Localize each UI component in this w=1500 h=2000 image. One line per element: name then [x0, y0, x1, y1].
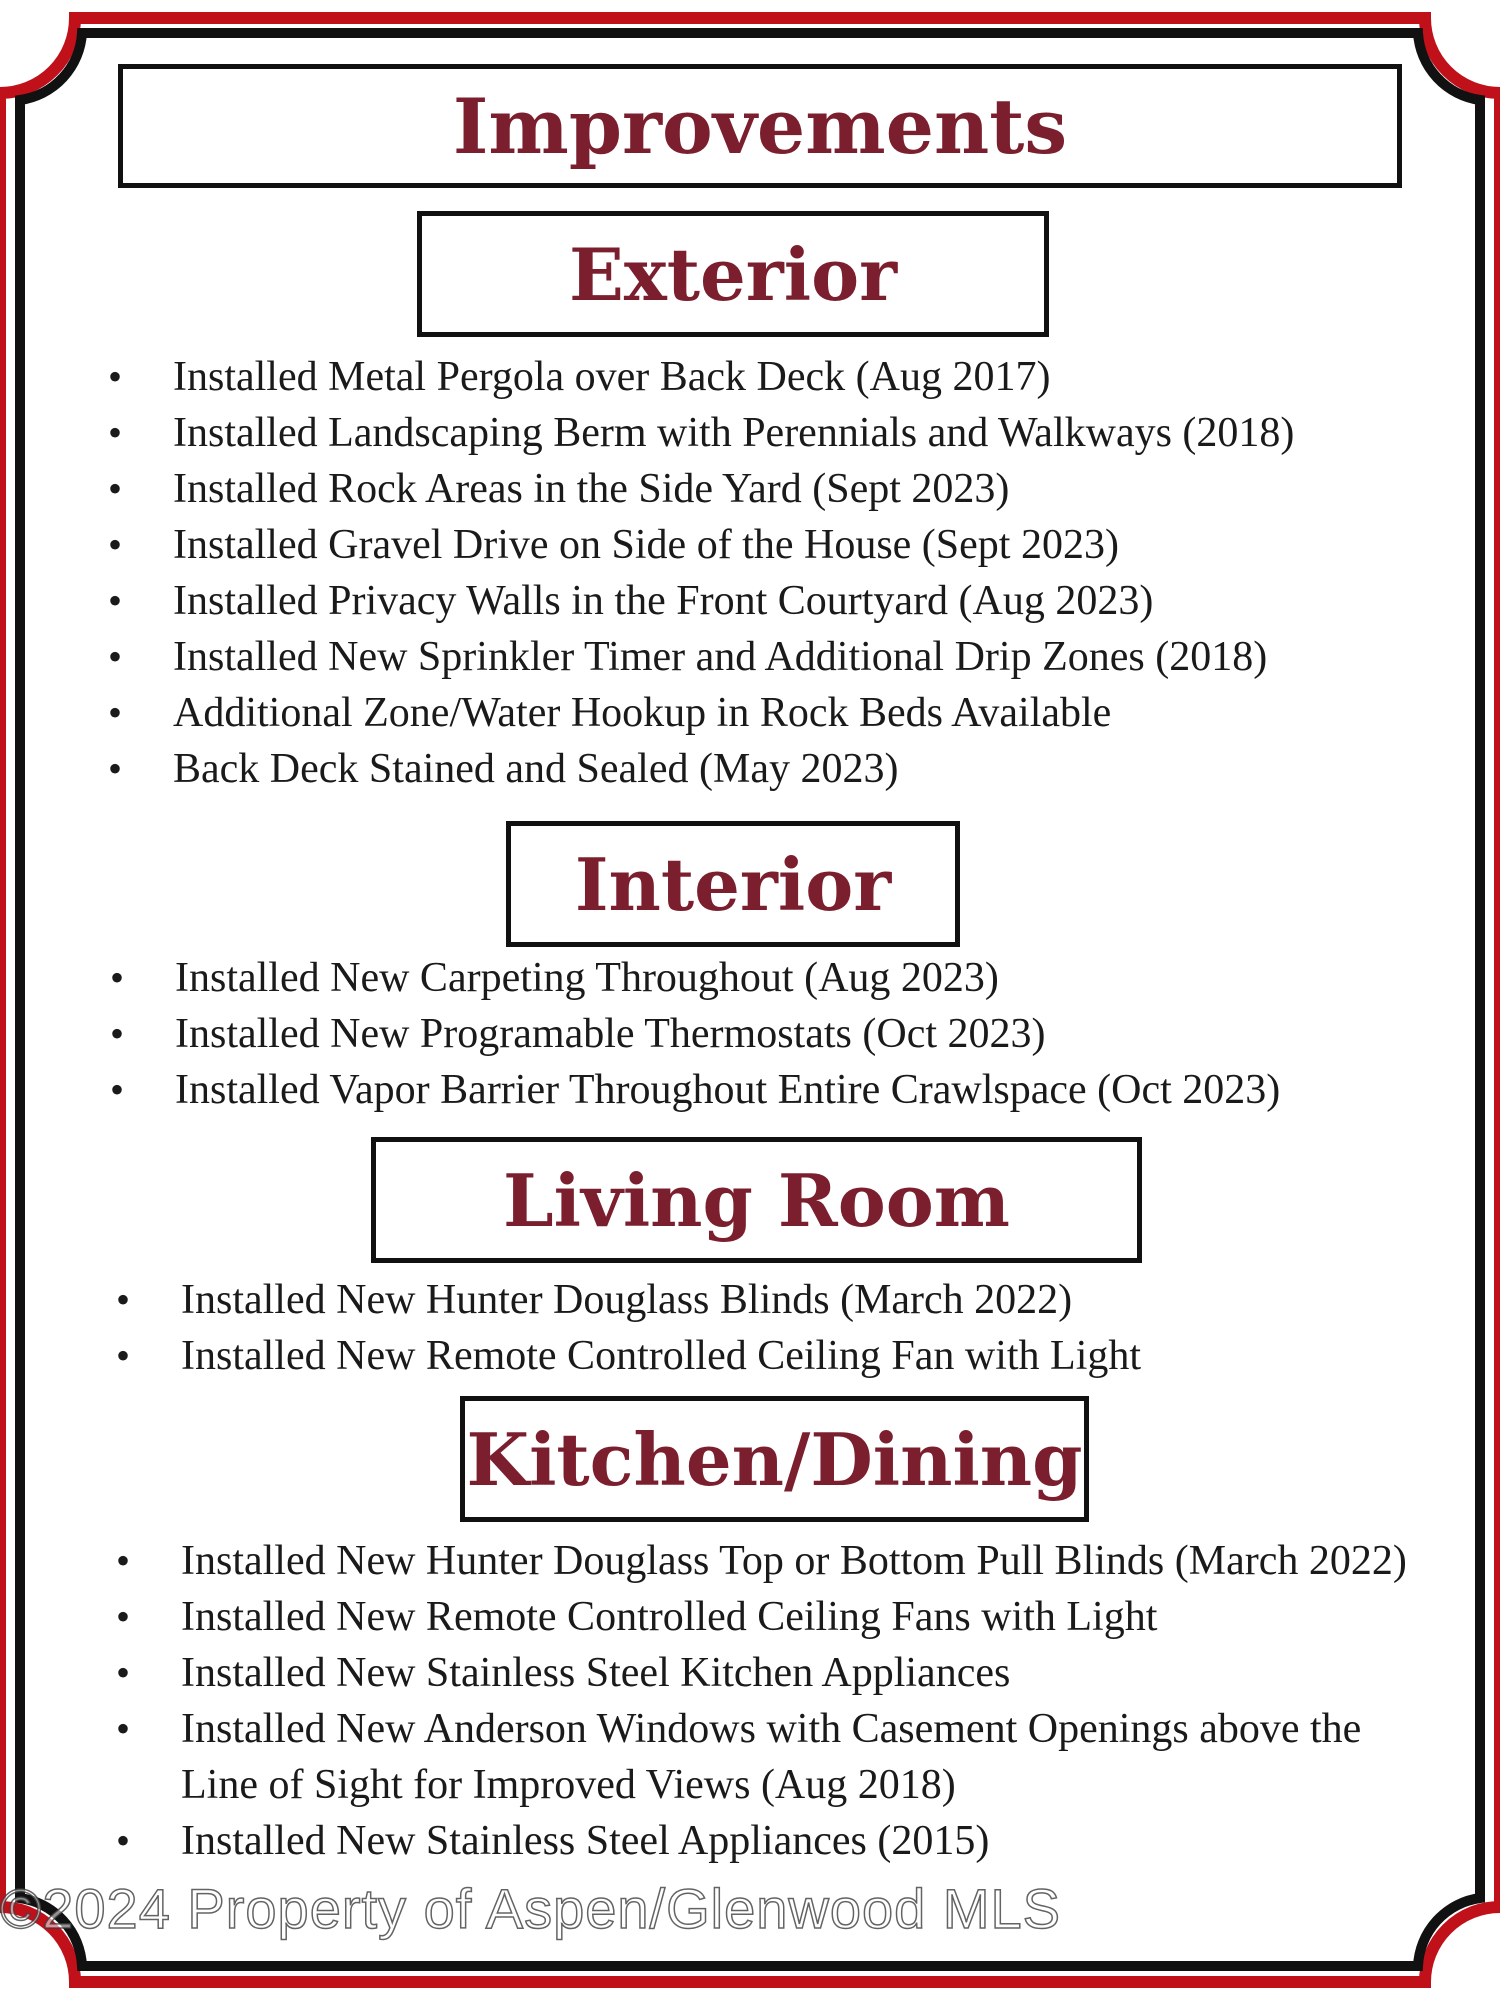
list-item: • Installed New Remote Controlled Ceiling Fan with Light [116, 1328, 1456, 1384]
section-heading-exterior: Exterior [417, 211, 1049, 337]
list-item: • Installed Landscaping Berm with Perennials and Walkways (2018) [108, 405, 1448, 461]
page-title: Improvements [118, 64, 1402, 188]
list-item: • Installed Rock Areas in the Side Yard (Sept 2023) [108, 461, 1448, 517]
list-item: • Installed New Sprinkler Timer and Additional Drip Zones (2018) [108, 629, 1448, 685]
list-item: • Installed Metal Pergola over Back Deck (Aug 2017) [108, 349, 1448, 405]
exterior-list [108, 349, 1448, 797]
section-heading-kitchen-dining: Kitchen/Dining [460, 1396, 1089, 1522]
list-item: • Installed Vapor Barrier Throughout Entire Crawlspace (Oct 2023) [110, 1062, 1450, 1118]
list-item: • Installed New Stainless Steel Kitchen Appliances [116, 1645, 1436, 1701]
list-item: • Installed New Anderson Windows with Casement Openings above the Line of Sight for Improved Views (Aug 2018) [116, 1701, 1436, 1813]
list-item: • Installed New Carpeting Throughout (Aug 2023) [110, 950, 1450, 1006]
list-item: • Installed Privacy Walls in the Front Courtyard (Aug 2023) [108, 573, 1448, 629]
list-item: • Installed New Hunter Douglass Top or Bottom Pull Blinds (March 2022) [116, 1533, 1436, 1589]
list-item: • Installed New Remote Controlled Ceiling Fans with Light [116, 1589, 1436, 1645]
list-item: • Installed New Stainless Steel Appliances (2015) [116, 1813, 1436, 1869]
list-item: • Installed New Programable Thermostats (Oct 2023) [110, 1006, 1450, 1062]
section-heading-living-room: Living Room [371, 1137, 1142, 1263]
list-item: • Back Deck Stained and Sealed (May 2023) [108, 741, 1448, 797]
watermark: ©2024 Property of Aspen/Glenwood MLS [0, 1877, 1061, 1940]
list-item: • Installed New Hunter Douglass Blinds (March 2022) [116, 1272, 1456, 1328]
list-item: • Additional Zone/Water Hookup in Rock Beds Available [108, 685, 1448, 741]
kitchen-dining-list [116, 1533, 1436, 1869]
section-heading-interior: Interior [506, 821, 960, 947]
interior-list [110, 950, 1450, 1118]
list-item: • Installed Gravel Drive on Side of the House (Sept 2023) [108, 517, 1448, 573]
living-room-list [116, 1272, 1456, 1384]
